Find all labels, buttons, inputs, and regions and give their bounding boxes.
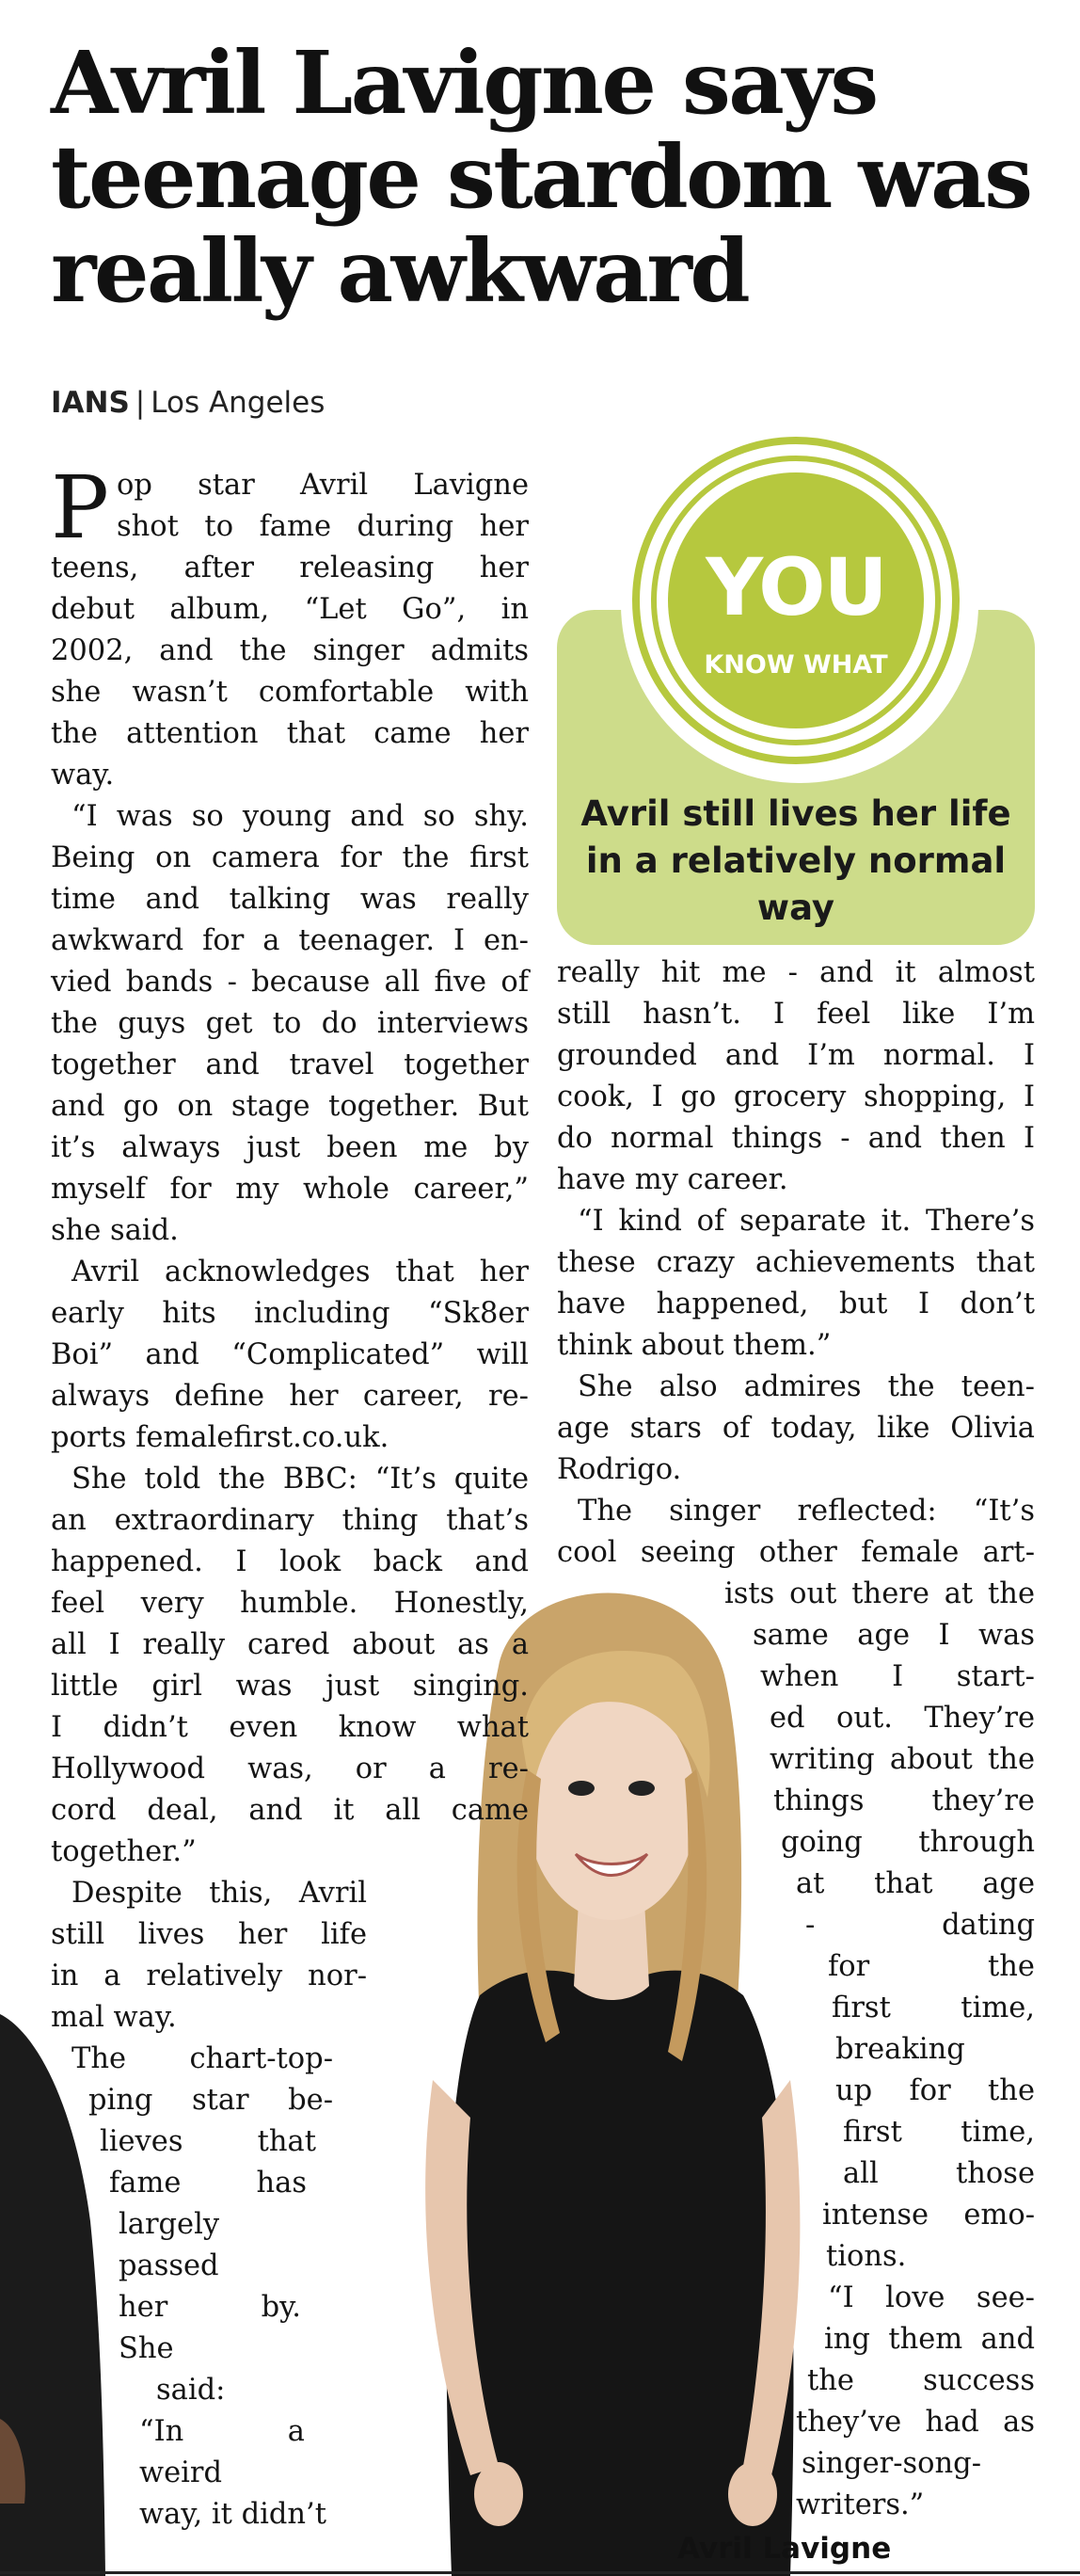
body-line: breaking <box>835 2033 965 2066</box>
body-line: have my career. <box>557 1163 788 1196</box>
body-line: cool seeing other female art- <box>557 1536 1035 1569</box>
body-line: debut album, “Let Go”, in <box>51 593 529 626</box>
body-line: “I love see- <box>828 2281 1035 2314</box>
photo-caption: Avril Lavigne <box>677 2532 892 2566</box>
body-line: The chart-top- <box>71 2042 333 2075</box>
body-line: Despite this, Avril <box>71 1877 367 1910</box>
body-line: Rodrigo. <box>557 1453 682 1486</box>
body-line: when I start- <box>760 1660 1035 1693</box>
body-line: vied bands - because all five of <box>51 966 529 999</box>
body-line: “In a <box>139 2415 305 2448</box>
body-line: think about them.” <box>557 1329 832 1362</box>
body-line: She also admires the teen- <box>578 1370 1035 1403</box>
body-line: cook, I go grocery shopping, I <box>557 1080 1035 1113</box>
body-line: lieves that <box>100 2125 316 2158</box>
body-line: Boi” and “Complicated” will <box>51 1338 529 1371</box>
body-line: writers.” <box>796 2488 925 2521</box>
byline-agency: IANS <box>51 386 130 420</box>
body-line: in a relatively nor- <box>51 1960 367 1992</box>
body-line: she wasn’t comfortable with <box>51 676 529 709</box>
body-line: singer-song- <box>802 2447 981 2480</box>
body-line: awkward for a teenager. I en- <box>51 924 529 957</box>
body-line: for the <box>828 1950 1035 1983</box>
headline <box>51 32 1048 322</box>
body-line: ists out there at the <box>724 1577 1035 1610</box>
body-line: weird <box>139 2456 223 2489</box>
body-line: first time, <box>832 1992 1035 2024</box>
body-line: have happened, but I don’t <box>557 1288 1035 1320</box>
body-line: fame has <box>109 2167 307 2200</box>
body-line: ping star be- <box>88 2084 333 2117</box>
body-line: always define her career, re- <box>51 1380 529 1413</box>
body-line: way, it didn’t <box>139 2498 326 2531</box>
body-line: time and talking was really <box>51 883 529 916</box>
you-know-what-you: YOU <box>706 541 886 633</box>
body-line: said: <box>156 2374 226 2407</box>
body-line: all those <box>843 2157 1035 2190</box>
body-line: 2002, and the singer admits <box>51 634 529 667</box>
body-line: going through <box>781 1826 1035 1859</box>
body-line: She <box>119 2332 174 2365</box>
byline <box>51 386 325 420</box>
body-line: teens, after releasing her <box>51 552 529 584</box>
body-line: “I kind of separate it. There’s <box>578 1205 1035 1238</box>
body-line: together and travel together <box>51 1048 529 1081</box>
body-line: still hasn’t. I feel like I’m <box>557 998 1035 1031</box>
body-line: things they’re <box>773 1784 1035 1817</box>
body-line: myself for my whole career,” <box>51 1173 529 1206</box>
body-line: her by. <box>119 2291 301 2324</box>
body-line: ed out. They’re <box>770 1702 1035 1735</box>
body-line: the success <box>807 2364 1035 2397</box>
body-line: I didn’t even know what <box>51 1711 529 1744</box>
body-line: Hollywood was, or a re- <box>51 1752 529 1785</box>
body-line: up for the <box>835 2074 1035 2107</box>
body-line: happened. I look back and <box>51 1545 529 1578</box>
body-line: tions. <box>826 2240 907 2273</box>
body-line: ing them and <box>824 2323 1035 2356</box>
body-line: she said. <box>51 1214 179 1247</box>
body-line: intense emo- <box>822 2199 1035 2232</box>
headline-line: really awkward <box>51 220 749 322</box>
you-know-what-text: Avril still lives her life in a relatively normal way <box>580 793 1011 928</box>
headline-line: Avril Lavigne says <box>51 32 877 134</box>
body-line: op star Avril Lavigne <box>117 469 529 502</box>
byline-separator: | <box>135 386 146 420</box>
you-know-what-label: KNOW WHAT <box>704 650 888 680</box>
body-line: Being on camera for the first <box>51 841 529 874</box>
body-line: age stars of today, like Olivia <box>557 1412 1035 1445</box>
body-line: little girl was just singing. <box>51 1670 529 1703</box>
body-line: an extraordinary thing that’s <box>51 1504 529 1537</box>
body-line: the guys get to do interviews <box>51 1007 529 1040</box>
body-line: still lives her life <box>51 1918 367 1951</box>
bottom-rule <box>0 2571 1080 2574</box>
drop-cap: P <box>51 457 109 558</box>
body-line: first time, <box>843 2116 1035 2149</box>
body-line: shot to fame during her <box>117 510 529 543</box>
body-line: and go on stage together. But <box>51 1090 529 1123</box>
body-line: way. <box>51 759 115 792</box>
body-line: they’ve had as <box>796 2406 1035 2439</box>
body-line: The singer reflected: “It’s <box>578 1495 1035 1528</box>
body-line: “I was so young and so shy. <box>71 800 529 833</box>
headline-line: teenage stardom was <box>51 126 1031 228</box>
body-line: it’s always just been me by <box>51 1131 529 1164</box>
body-line: these crazy achievements that <box>557 1246 1035 1279</box>
body-line: do normal things - and then I <box>557 1122 1035 1155</box>
byline-location: Los Angeles <box>151 386 326 420</box>
body-line: passed <box>119 2249 219 2282</box>
body-line: same age I was <box>753 1619 1035 1652</box>
body-line: feel very humble. Honestly, <box>51 1587 529 1620</box>
body-line: really hit me - and it almost <box>557 956 1035 989</box>
body-line: - dating <box>805 1909 1035 1942</box>
body-line: largely <box>119 2208 220 2241</box>
body-line: Avril acknowledges that her <box>71 1256 529 1288</box>
body-line: the attention that came her <box>51 717 529 750</box>
body-line: ports femalefirst.co.uk. <box>51 1421 389 1454</box>
body-line: early hits including “Sk8er <box>51 1297 529 1330</box>
body-line: mal way. <box>51 2001 177 2034</box>
body-line: cord deal, and it all came <box>51 1794 529 1827</box>
body-line: grounded and I’m normal. I <box>557 1039 1035 1072</box>
body-line: all I really cared about as a <box>51 1628 529 1661</box>
body-line: at that age <box>796 1867 1035 1900</box>
body-line: together.” <box>51 1835 197 1868</box>
body-line: She told the BBC: “It’s quite <box>71 1463 529 1496</box>
body-line: writing about the <box>770 1743 1035 1776</box>
